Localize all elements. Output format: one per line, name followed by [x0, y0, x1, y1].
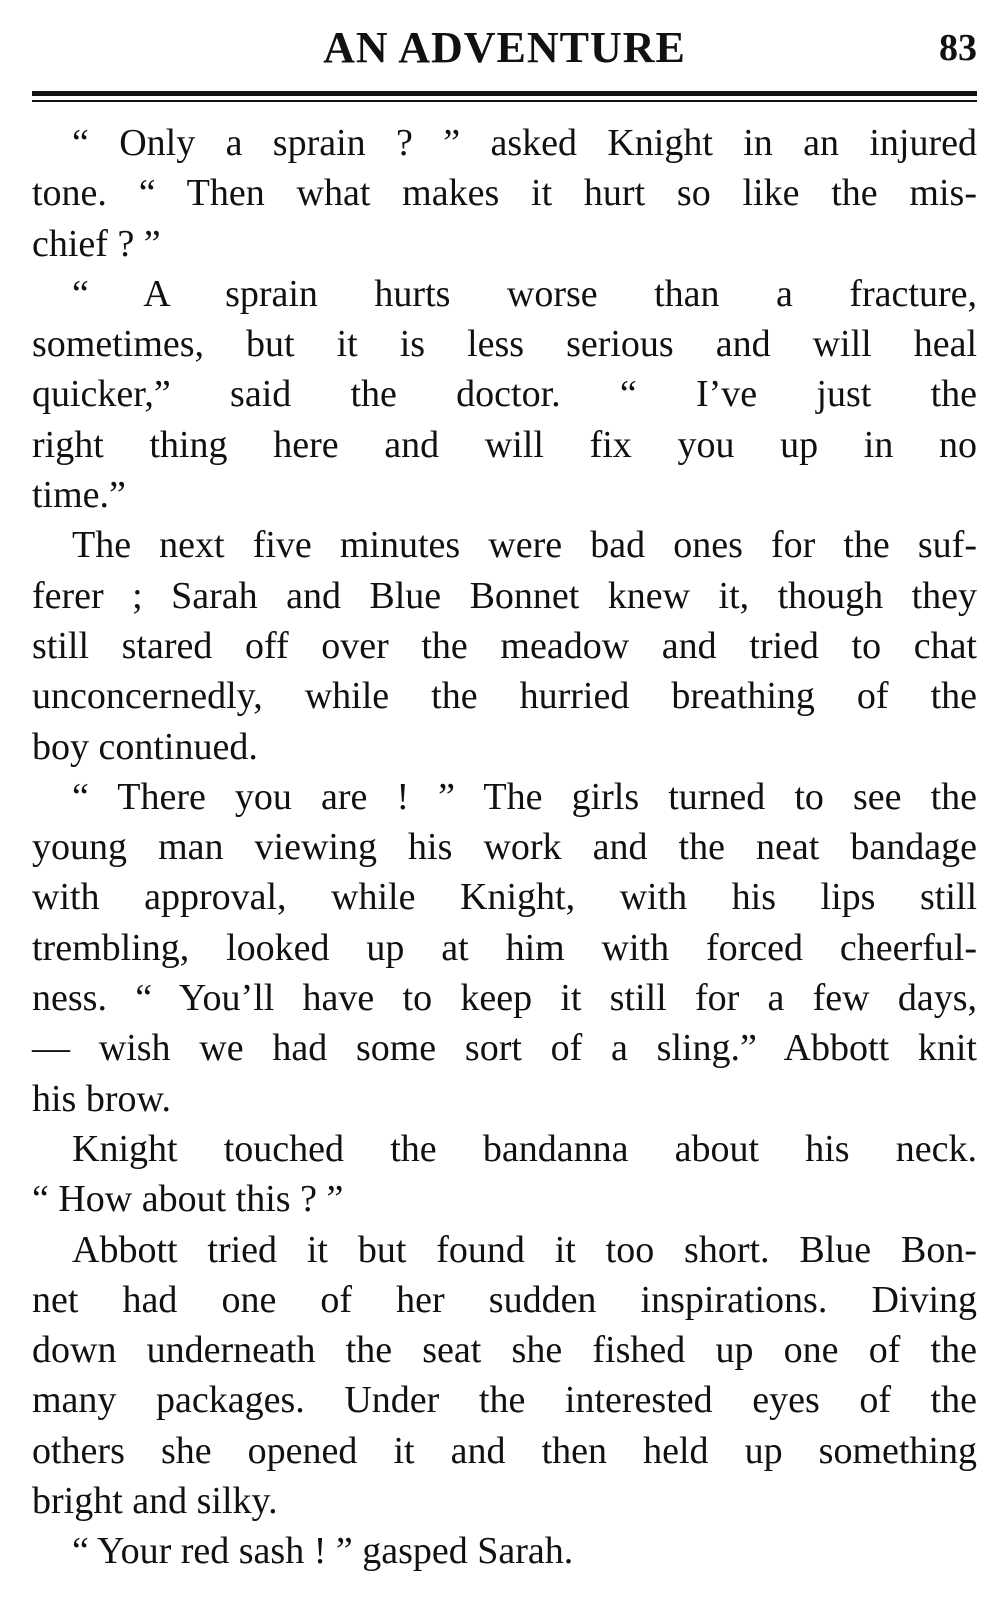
text-line: “ A sprain hurts worse than a fracture,: [72, 272, 977, 315]
text-line: Abbott tried it but found it too short. Blue Bon-: [72, 1228, 977, 1271]
text-line: The next five minutes were bad ones for the suf-: [72, 524, 977, 567]
text-line: ness. “ You’ll have to keep it still for a few days,: [32, 977, 977, 1020]
text-line: still stared off over the meadow and tried to chat: [32, 624, 977, 667]
text-line: trembling, looked up at him with forced cheerful-: [32, 926, 977, 969]
text-line: right thing here and will fix you up in no: [32, 423, 977, 466]
text-line: time.”: [32, 474, 126, 517]
header-rule-thin: [32, 100, 977, 102]
text-line: bright and silky.: [32, 1480, 278, 1523]
running-head: [32, 18, 977, 78]
text-line: many packages. Under the interested eyes of the: [32, 1379, 977, 1422]
text-line: chief ? ”: [32, 222, 161, 265]
text-line: with approval, while Knight, with his lips still: [32, 876, 977, 919]
text-line: Knight touched the bandanna about his neck.: [72, 1127, 977, 1170]
text-line: ferer ; Sarah and Blue Bonnet knew it, though they: [32, 574, 977, 617]
text-line: unconcernedly, while the hurried breathing of the: [32, 675, 977, 718]
header-rule-thick: [32, 91, 977, 96]
text-line: boy continued.: [32, 725, 258, 768]
page-number: 83: [939, 27, 977, 69]
text-line: “ Only a sprain ? ” asked Knight in an injured: [72, 122, 977, 164]
text-line: his brow.: [32, 1077, 171, 1120]
text-line: “ How about this ? ”: [32, 1178, 344, 1221]
text-line: tone. “ Then what makes it hurt so like the mis-: [32, 172, 977, 215]
text-line: — wish we had some sort of a sling.” Abbott knit: [32, 1027, 977, 1070]
text-line: down underneath the seat she fished up one of the: [32, 1329, 977, 1372]
text-line: others she opened it and then held up something: [32, 1429, 977, 1472]
text-line: “ Your red sash ! ” gasped Sarah.: [72, 1530, 574, 1573]
text-line: quicker,” said the doctor. “ I’ve just the: [32, 373, 977, 416]
text-line: net had one of her sudden inspirations. Diving: [32, 1278, 977, 1321]
text-line: young man viewing his work and the neat bandage: [32, 826, 977, 869]
body-text: [32, 118, 977, 1577]
text-line: “ There you are ! ” The girls turned to see the: [72, 775, 977, 818]
text-line: sometimes, but it is less serious and will heal: [32, 323, 977, 366]
running-title: AN ADVENTURE: [323, 23, 686, 72]
